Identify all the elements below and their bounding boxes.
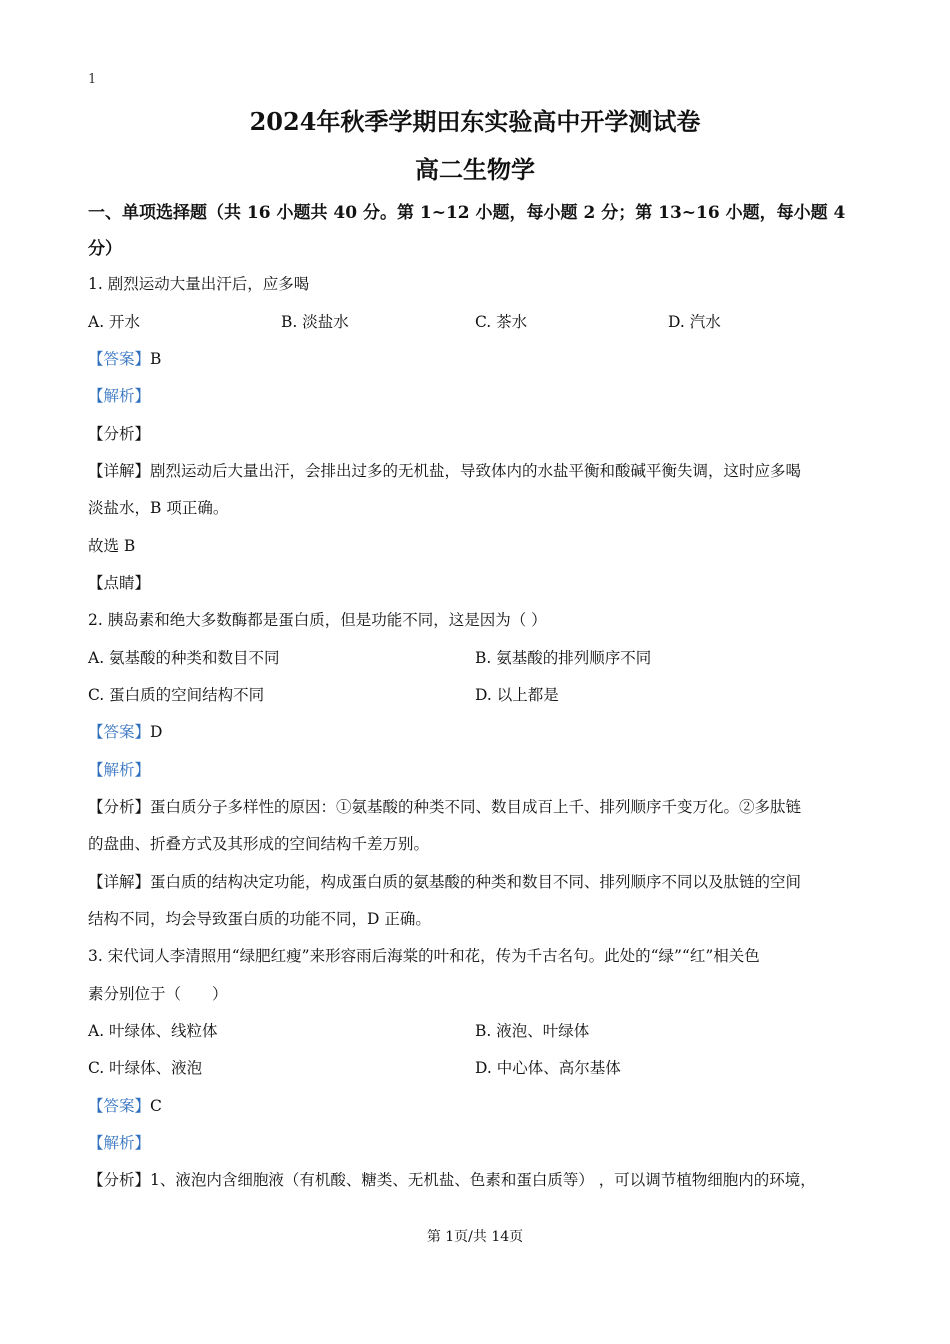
q1-fenxi-label: 【分析】 bbox=[88, 425, 151, 443]
q1-stem: 1. 剧烈运动大量出汗后，应多喝 bbox=[88, 275, 310, 293]
q2-analysis-label: 【解析】 bbox=[88, 761, 151, 779]
q1-choice: 故选 B bbox=[88, 537, 136, 555]
q1-option-a: A. 开水 bbox=[88, 313, 141, 331]
q1-analysis-label: 【解析】 bbox=[88, 387, 151, 405]
q2-option-c: C. 蛋白质的空间结构不同 bbox=[88, 686, 265, 704]
fenxi-label: 【分析】 bbox=[88, 798, 151, 816]
q1-option-b: B. 淡盐水 bbox=[281, 313, 349, 331]
q3-stem-cont: 素分别位于（ ） bbox=[88, 985, 228, 1003]
page-marker: 1 bbox=[88, 72, 97, 87]
q3-analysis-label: 【解析】 bbox=[88, 1134, 151, 1152]
q1-detail bbox=[88, 459, 801, 481]
detail-text: 剧烈运动后大量出汗，会排出过多的无机盐，导致体内的水盐平衡和酸碱平衡失调，这时应多喝 bbox=[150, 462, 802, 480]
answer-value: D bbox=[150, 723, 163, 741]
section-heading: 一、单项选择题（共 16 小题共 40 分。第 1~12 小题，每小题 2 分；第 13~16 小题，每小题 4 bbox=[88, 203, 846, 223]
answer-label: 【答案】 bbox=[88, 350, 151, 368]
q3-answer bbox=[88, 1094, 162, 1116]
answer-label: 【答案】 bbox=[88, 723, 151, 741]
q3-option-c: C. 叶绿体、液泡 bbox=[88, 1059, 203, 1077]
q1-detail-cont: 淡盐水，B 项正确。 bbox=[88, 499, 229, 517]
detail-label: 【详解】 bbox=[88, 873, 151, 891]
answer-label: 【答案】 bbox=[88, 1097, 151, 1115]
q3-option-a: A. 叶绿体、线粒体 bbox=[88, 1022, 218, 1040]
q2-answer bbox=[88, 720, 162, 742]
q2-fenxi bbox=[88, 795, 801, 817]
q1-dianjing-label: 【点睛】 bbox=[88, 574, 151, 592]
exam-title: 2024年秋季学期田东实验高中开学测试卷 bbox=[249, 107, 701, 136]
q3-option-b: B. 液泡、叶绿体 bbox=[475, 1022, 590, 1040]
answer-value: B bbox=[150, 350, 162, 368]
fenxi-text: 1、液泡内含细胞液（有机酸、糖类、无机盐、色素和蛋白质等） ，可以调节植物细胞内的环境， bbox=[150, 1171, 816, 1189]
answer-value: C bbox=[150, 1097, 162, 1115]
q1-option-d: D. 汽水 bbox=[668, 313, 721, 331]
fenxi-label: 【分析】 bbox=[88, 1171, 151, 1189]
fenxi-text: 蛋白质分子多样性的原因：①氨基酸的种类不同、数目成百上千、排列顺序千变万化。②多肽链 bbox=[150, 798, 802, 816]
q1-option-c: C. 茶水 bbox=[475, 313, 528, 331]
q2-option-a: A. 氨基酸的种类和数目不同 bbox=[88, 649, 280, 667]
section-heading-cont: 分） bbox=[88, 239, 122, 259]
q2-detail bbox=[88, 870, 801, 892]
q1-answer bbox=[88, 347, 161, 369]
q3-option-d: D. 中心体、高尔基体 bbox=[475, 1059, 621, 1077]
q3-fenxi bbox=[88, 1168, 816, 1190]
detail-text: 蛋白质的结构决定功能，构成蛋白质的氨基酸的种类和数目不同、排列顺序不同以及肽链的空间 bbox=[150, 873, 802, 891]
q3-stem: 3. 宋代词人李清照用“绿肥红瘦”来形容雨后海棠的叶和花，传为千古名句。此处的“绿”“红”相关色 bbox=[88, 947, 760, 965]
q2-stem: 2. 胰岛素和绝大多数酶都是蛋白质，但是功能不同，这是因为（ ） bbox=[88, 611, 547, 629]
q2-detail-cont: 结构不同，均会导致蛋白质的功能不同，D 正确。 bbox=[88, 910, 431, 928]
q2-option-b: B. 氨基酸的排列顺序不同 bbox=[475, 649, 652, 667]
exam-subtitle: 高二生物学 bbox=[415, 155, 535, 184]
q2-option-d: D. 以上都是 bbox=[475, 686, 559, 704]
q2-fenxi-cont: 的盘曲、折叠方式及其形成的空间结构千差万别。 bbox=[88, 835, 430, 853]
page-footer: 第 1页/共 14页 bbox=[426, 1229, 524, 1245]
detail-label: 【详解】 bbox=[88, 462, 151, 480]
